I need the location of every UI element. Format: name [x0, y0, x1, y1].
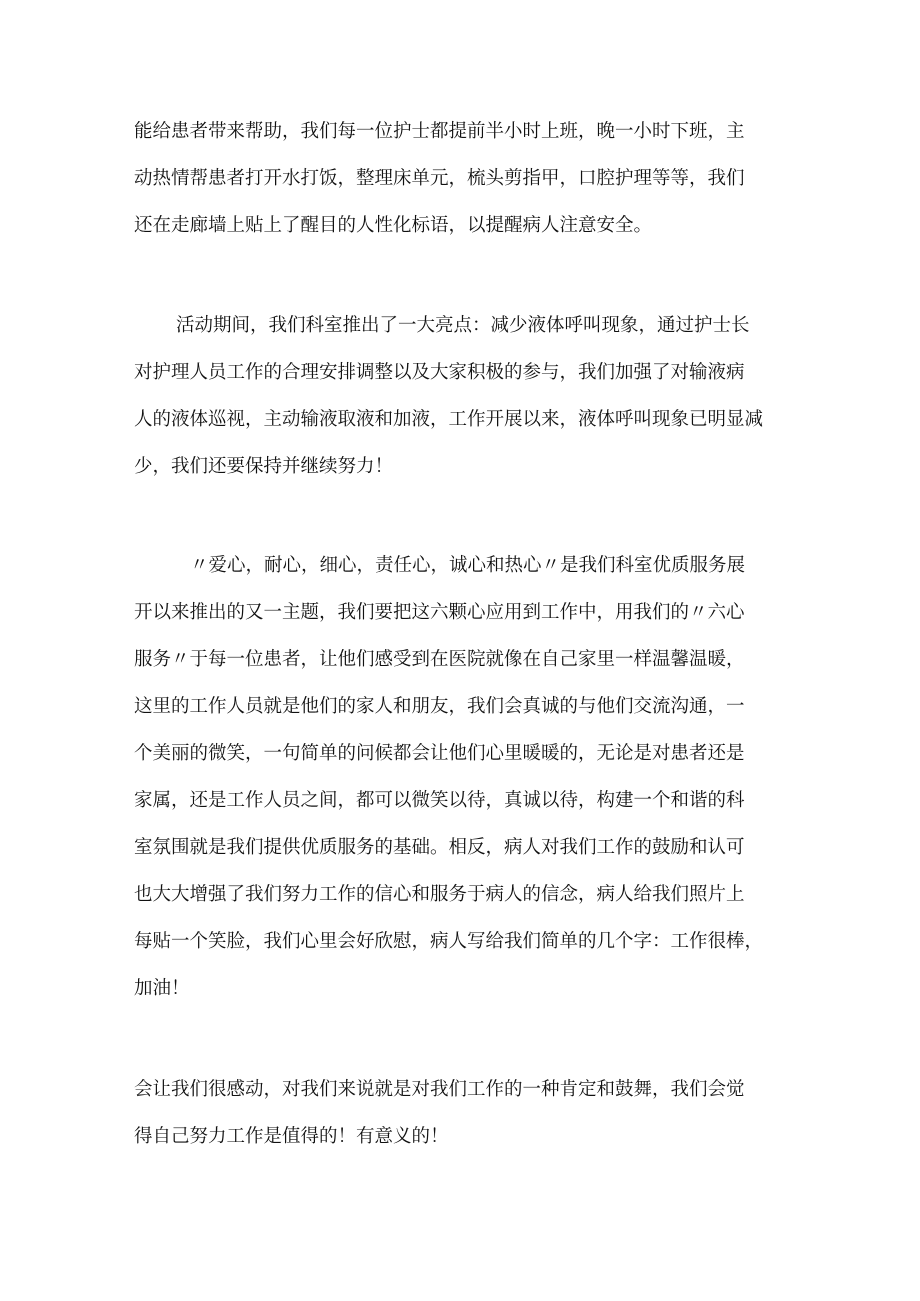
- text-line: 也大大增强了我们努力工作的信心和服务于病人的信念，病人给我们照片上: [134, 884, 745, 905]
- text-line: 少，我们还要保持并继续努力！: [134, 456, 394, 477]
- text-line: 家属，还是工作人员之间，都可以微笑以待，真诚以待，构建一个和谐的科: [134, 790, 745, 811]
- text-line: 服务〃于每一位患者，让他们感受到在医院就像在自己家里一样温馨温暖，: [134, 649, 745, 670]
- text-line: 能给患者带来帮助，我们每一位护士都提前半小时上班，晚一小时下班，主: [134, 121, 745, 142]
- text-line: 对护理人员工作的合理安排调整以及大家积极的参与，我们加强了对输液病: [134, 362, 745, 383]
- text-line: 这里的工作人员就是他们的家人和朋友，我们会真诚的与他们交流沟通，一: [134, 696, 745, 717]
- text-line: 会让我们很感动，对我们来说就是对我们工作的一种肯定和鼓舞，我们会觉: [134, 1079, 745, 1100]
- text-line: 人的液体巡视，主动输液取液和加液，工作开展以来，液体呼叫现象已明显减: [134, 409, 764, 430]
- text-line: 每贴一个笑脸，我们心里会好欣慰，病人写给我们简单的几个字：工作很棒，: [134, 931, 764, 952]
- text-line: 室氛围就是我们提供优质服务的基础。相反，病人对我们工作的鼓励和认可: [134, 837, 745, 858]
- text-line: 个美丽的微笑，一句简单的问候都会让他们心里暖暖的，无论是对患者还是: [134, 743, 745, 764]
- text-line: 〃爱心，耐心，细心，责任心，诚心和热心〃是我们科室优质服务展: [190, 555, 746, 576]
- text-line: 活动期间，我们科室推出了一大亮点：减少液体呼叫现象，通过护士长: [176, 315, 750, 336]
- text-line: 还在走廊墙上贴上了醒目的人性化标语，以提醒病人注意安全。: [134, 215, 653, 236]
- text-line: 得自己努力工作是值得的！有意义的！: [134, 1126, 449, 1147]
- text-line: 加油！: [134, 978, 190, 999]
- text-line: 动热情帮患者打开水打饭，整理床单元，梳头剪指甲，口腔护理等等，我们: [134, 168, 745, 189]
- text-line: 开以来推出的又一主题，我们要把这六颗心应用到工作中，用我们的〃六心: [134, 602, 745, 623]
